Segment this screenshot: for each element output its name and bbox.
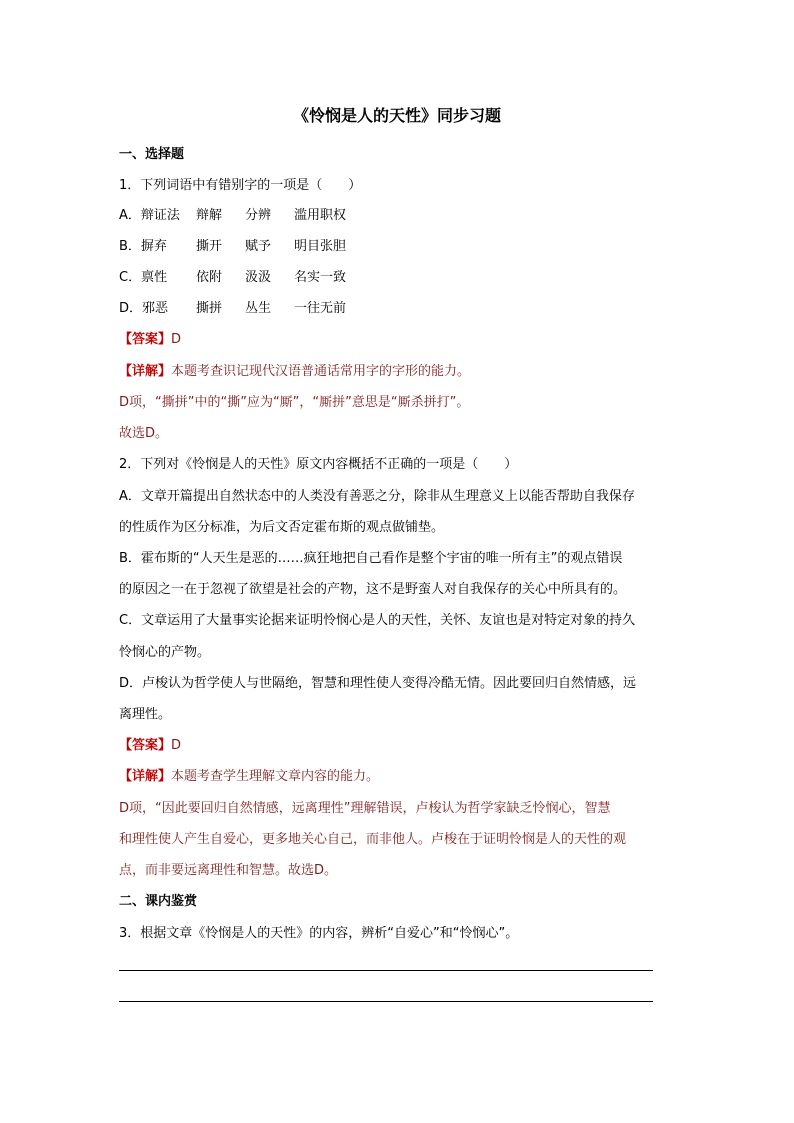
- option-b-word-4: 明目张胆: [294, 239, 347, 254]
- question-2-option-d-line-1: D．卢梭认为哲学使人与世隔绝，智慧和理性使人变得冷酷无情。因此要回归自然情感，远: [119, 676, 637, 691]
- option-d-word-3: 丛生: [245, 301, 272, 316]
- section-heading-appreciation: 二、课内鉴赏: [119, 894, 198, 909]
- answer-line-1: [119, 970, 653, 971]
- answer-tag: 【答案】: [119, 738, 172, 753]
- question-2-answer: [119, 736, 181, 756]
- option-a-word-4: 滥用职权: [294, 208, 347, 223]
- option-b-word-1: B．摒弃: [119, 239, 167, 254]
- question-1-option-a: [119, 206, 346, 226]
- answer-value: D: [171, 738, 182, 753]
- question-2-detail-line-3: 点，而非要远离理性和智慧。故选D。: [119, 863, 338, 878]
- page-title: 《怜悯是人的天性》同步习题: [292, 106, 501, 125]
- explain-text: 本题考查识记现代汉语普通话常用字的字形的能力。: [171, 364, 471, 379]
- question-1-option-d: [119, 299, 346, 319]
- option-c-word-3: 汲汲: [245, 270, 272, 285]
- option-d-word-1: D．邪恶: [119, 301, 169, 316]
- explain-tag: 【详解】: [119, 364, 172, 379]
- question-2-option-b-line-2: 的原因之一在于忽视了欲望是社会的产物，这不是野蛮人对自我保存的关心中所具有的。: [119, 582, 627, 597]
- question-3-stem: 3．根据文章《怜悯是人的天性》的内容，辨析“自爱心”和“怜悯心”。: [119, 926, 519, 941]
- question-2-option-d-line-2: 离理性。: [119, 707, 172, 722]
- question-1-explanation: [119, 362, 470, 382]
- question-1-option-c: [119, 268, 346, 288]
- question-2-option-c-line-1: C．文章运用了大量事实论据来证明怜悯心是人的天性，关怀、友谊也是对特定对象的持久: [119, 613, 636, 628]
- question-2-option-a-line-2: 的性质作为区分标准，为后文否定霍布斯的观点做铺垫。: [119, 520, 445, 535]
- option-a-word-1: A．辩证法: [119, 208, 180, 223]
- option-a-word-3: 分辨: [245, 208, 272, 223]
- answer-value: D: [171, 332, 182, 347]
- question-1-option-b: [119, 237, 346, 257]
- option-d-word-4: 一往无前: [294, 301, 347, 316]
- question-2-stem: 2．下列对《怜悯是人的天性》原文内容概括不正确的一项是（ ）: [119, 457, 518, 472]
- option-b-word-3: 赋予: [245, 239, 272, 254]
- question-2-explanation: [119, 767, 379, 787]
- explain-text: 本题考查学生理解文章内容的能力。: [171, 769, 380, 784]
- option-c-word-4: 名实一致: [294, 270, 347, 285]
- question-2-option-b-line-1: B．霍布斯的“人天生是恶的……疯狂地把自己看作是整个宇宙的唯一所有主”的观点错误: [119, 551, 623, 566]
- option-d-word-2: 撕拼: [196, 301, 223, 316]
- option-b-word-2: 撕开: [196, 239, 223, 254]
- question-1-detail: D项，“撕拼”中的“撕”应为“厮”，“厮拼”意思是“厮杀拼打”。: [119, 395, 470, 410]
- question-1-answer: [119, 330, 181, 350]
- option-c-word-1: C．禀性: [119, 270, 168, 285]
- question-1-conclusion: 故选D。: [119, 426, 169, 441]
- answer-line-2: [119, 1001, 653, 1002]
- option-c-word-2: 依附: [196, 270, 223, 285]
- question-2-option-a-line-1: A．文章开篇提出自然状态中的人类没有善恶之分，除非从生理意义上以能否帮助自我保存: [119, 489, 635, 504]
- question-2-option-c-line-2: 怜悯心的产物。: [119, 645, 211, 660]
- question-1-stem: 1．下列词语中有错别字的一项是（ ）: [119, 178, 362, 193]
- question-2-detail-line-1: D项，“因此要回归自然情感，远离理性”理解错误，卢梭认为哲学家缺乏怜悯心，智慧: [119, 801, 611, 816]
- explain-tag: 【详解】: [119, 769, 172, 784]
- option-a-word-2: 辩解: [196, 208, 223, 223]
- section-heading-choice: 一、选择题: [119, 147, 185, 162]
- question-2-detail-line-2: 和理性使人产生自爱心，更多地关心自己，而非他人。卢梭在于证明怜悯是人的天性的观: [119, 832, 627, 847]
- answer-tag: 【答案】: [119, 332, 172, 347]
